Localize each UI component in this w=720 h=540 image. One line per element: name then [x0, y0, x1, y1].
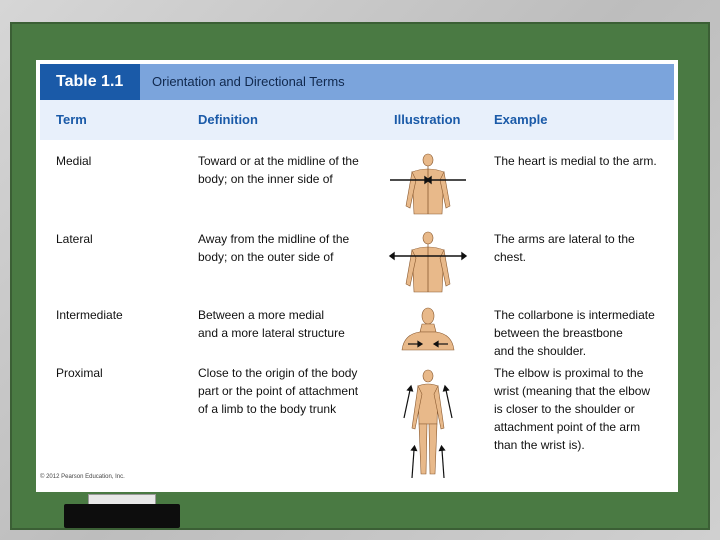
- chalkboard-eraser: [64, 494, 180, 534]
- example-cell: The elbow is proximal to the wrist (meaning that the elbow is closer to the shoulder or attachment point of the arm than the wrist is).: [494, 366, 651, 452]
- lateral-illustration: [388, 230, 468, 302]
- medial-illustration: [388, 152, 468, 224]
- table-row: [40, 152, 674, 228]
- table-row: [40, 230, 674, 306]
- header-definition: Definition: [198, 112, 258, 127]
- example-cell: The arms are lateral to the chest.: [494, 232, 635, 264]
- table-label: Table 1.1: [40, 64, 140, 100]
- definition-cell: Away from the midline of the body; on the outer side of: [198, 232, 350, 264]
- copyright-notice: © 2012 Pearson Education, Inc.: [40, 474, 125, 480]
- intermediate-illustration: [388, 306, 468, 358]
- definition-cell: Between a more medial and a more lateral structure: [198, 308, 345, 340]
- header-term: Term: [56, 112, 87, 127]
- header-example: Example: [494, 112, 548, 127]
- header-illustration: Illustration: [394, 112, 461, 127]
- eraser-felt: [64, 504, 180, 528]
- table-row: [40, 306, 674, 362]
- table-row: [40, 364, 674, 474]
- table-title: Orientation and Directional Terms: [152, 74, 345, 89]
- term-cell: Lateral: [56, 232, 93, 246]
- proximal-illustration: [396, 368, 460, 480]
- term-cell: Proximal: [56, 366, 103, 380]
- example-cell: The heart is medial to the arm.: [494, 154, 657, 168]
- table-title-bar: [40, 64, 674, 100]
- slide-page: [36, 60, 678, 492]
- definition-cell: Toward or at the midline of the body; on the inner side of: [198, 154, 359, 186]
- term-cell: Intermediate: [56, 308, 123, 322]
- table-header-row: [40, 100, 674, 140]
- example-cell: The collarbone is intermediate between the breastbone and the shoulder.: [494, 308, 655, 358]
- definition-cell: Close to the origin of the body part or the point of attachment of a limb to the body trunk: [198, 366, 359, 416]
- term-cell: Medial: [56, 154, 92, 168]
